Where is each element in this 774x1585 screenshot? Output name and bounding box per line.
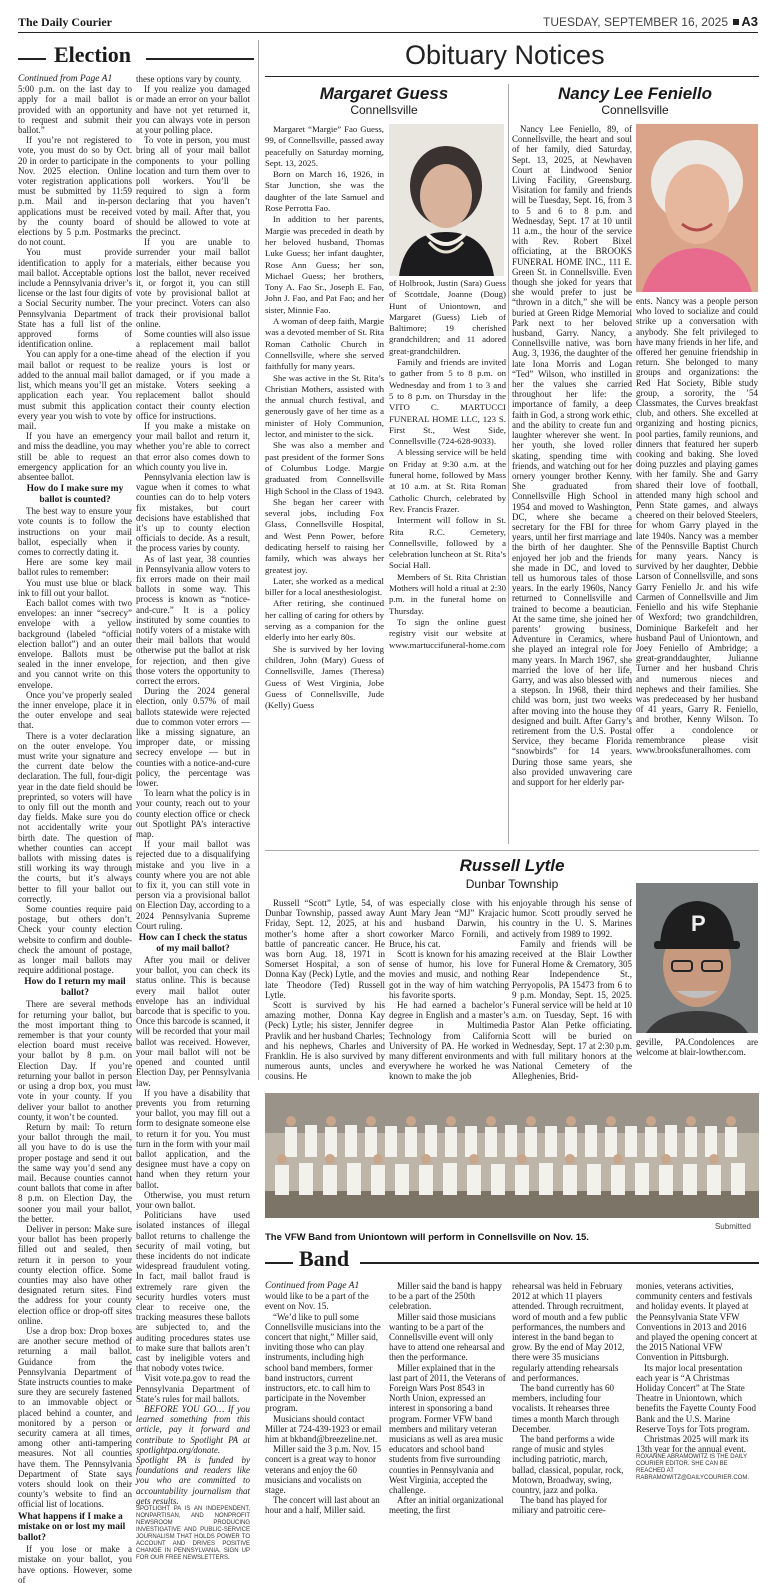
- election-column-1: [18, 74, 132, 1585]
- masthead-separator-square: [733, 19, 739, 25]
- obituary-heading: Obituary Notices: [405, 40, 605, 70]
- election-paragraph: If you are unable to surrender your mail ballot materials, either because you lost the ballot, never received it, or forgot it, you can still vote by provisional ballot at your precinct. Voters can also track their provisional ballot online.: [136, 237, 250, 329]
- election-paragraph: Once you’ve properly sealed the inner envelope, place it in the outer envelope and seal that.: [18, 689, 132, 731]
- obituary-paragraph: Later, she worked as a medical biller for a local anesthesiologist.: [265, 575, 384, 598]
- obituary-paragraph: Born on March 16, 1926, in Star Junction, she was the daughter of the late Samuel and Rose Perrotta Fao.: [265, 169, 384, 214]
- obituary-paragraph: In addition to her parents, Margie was preceded in death by her beloved husband, Thomas Luke Guess; her infant daughter, Rose Ann Guess; her son, Michael Guess; her brothers, Tony A. Fao Sr., Joseph E. Fao, John J. Fao, and Pat Fao; and her sister, Minnie Fao.: [265, 214, 384, 315]
- obituary-paragraph: Family and friends are invited to gather from 5 to 8 p.m. on Wednesday and from 1 to 3 and 5 to 8 p.m. on Thursday in the VITO C. MARTUCCI FUNERAL HOME LLC, 123 S. First St., West Side, Connellsville (724-628-9033).: [389, 357, 506, 447]
- election-paragraph: Each ballot comes with two envelopes: an inner “secrecy” envelope with a yellow background (labeled “official election ballot”) and an outer envelope. Ballots must be sealed in the inner envelope, and you cannot write on this envelope.: [18, 597, 132, 690]
- obituary-paragraph: of Holbrook, Justin (Sara) Guess of Scottdale, Joanne (Doug) Hunt of Uniontown, and Margaret (Guess) Lieb of Baltimore; 19 cherished grandchildren; and 11 adored great-grandchildren.: [389, 278, 506, 356]
- election-paragraph: After you mail or deliver your ballot, you can check its status online. This is because every mail ballot outer envelope has an individual barcode that is specific to you. Once this barcode is scanned, it will be recorded that your mail ballot was received. However, your mail ballot will not be opened and counted until Election Day, per Pennsylvania law.: [136, 955, 250, 1088]
- band-column-1: [265, 1281, 382, 1576]
- svg-text:P: P: [691, 911, 706, 936]
- obituary-paragraph: Family and friends will be received at the Blair Lowther Funeral Home & Crematory, 305 Rear Independence St., Perryopolis, PA 15473 from 6 to 9 p.m. Monday, Sept. 15, 2025. Funeral service will be held at 10 a.m. on Tuesday, Sept. 16 with Pastor Alan Petke officiating. Scott will be buried on Wednesday, Sept. 17 at 2:30 p.m. with full military honors at the National Cemetery of the Alleghenies, Brid-: [512, 938, 632, 1082]
- guess-portrait-icon: [389, 124, 504, 276]
- election-paragraph: If you have a disability that prevents you from returning your ballot, you may fill out a form to designate someone else to return it for you. You must turn in the form with your mail ballot application, and the designee must have a copy on hand when they return your ballot.: [136, 1087, 250, 1190]
- election-heading-rule-left: [18, 58, 46, 60]
- election-paragraph: If you realize you damaged or made an error on your ballot and have not yet returned it, you can always vote in person at your polling place.: [136, 84, 250, 136]
- feniello-portrait-icon: [636, 124, 758, 292]
- band-paragraph: monies, veterans activities, community centers and festivals and holiday events. It played at the Pennsylvania State VFW Conventions in 2013 and 2016 and played the opening concert at the 2015 National VFW Convention in Pittsburgh.: [636, 1281, 758, 1363]
- band-heading-rule-left: [265, 1262, 293, 1264]
- obituary-paragraph: She was also a member and past president of the former Sons of Columbus Lodge. Margie graduated from Connellsville High School in the Class of 1943.: [265, 440, 384, 496]
- election-heading: Election: [54, 42, 131, 67]
- guess-portrait-photo: [389, 124, 504, 276]
- band-paragraph: The band has played for miliary and patroitic cere-: [512, 1495, 607, 1516]
- election-paragraph: Some counties require paid postage, but others don’t. Check your county election website to confirm and double-check the amount of postage, as longer mail ballots may require additional postage.: [18, 904, 132, 976]
- band-paragraph: The band currently has 60 members, including four vocalists. It rehearses three times a month March through December.: [512, 1383, 619, 1434]
- guess-column-b: [389, 278, 506, 650]
- vfw-band-photo: [265, 1093, 759, 1218]
- obituary-name-feniello: Nancy Lee Feniello: [558, 84, 712, 103]
- masthead-paper-name: The Daily Courier: [18, 15, 112, 29]
- election-paragraph: To learn what the policy is in your county, reach out to your county election office or check out Spotlight PA’s interactive map.: [136, 788, 250, 840]
- election-paragraph: You must use blue or black ink to fill out your ballot.: [18, 577, 132, 598]
- obituary-divider: [265, 850, 759, 851]
- election-paragraph: There are several methods for returning your ballot, but the most important thing to remember is that your county election board must receive your ballot by 8 p.m. on Election Day. If you’re returning your ballot in person or using a drop box, you must vote in your county. If you deliver your ballot to another county, it won’t be counted.: [18, 999, 132, 1122]
- obituary-name-lytle: Russell Lytle: [459, 856, 565, 875]
- election-paragraph: If you lose or make a mistake on your ballot, you have options. However, some of: [18, 1544, 132, 1585]
- election-subhead: How do I make sure my ballot is counted?: [26, 484, 124, 505]
- band-paragraph: Musicians should contact Miller at 724-439-1923 or email him at bkband@breezeline.net.: [265, 1413, 382, 1445]
- feniello-column-b: [636, 296, 758, 826]
- election-paragraph: Pennsylvania election law is vague when it comes to what counties can do to help voters fix mistakes, but court decisions have established that it’s up to county election officials to decide. As a result, the process varies by county.: [136, 471, 250, 554]
- election-spotlight-credit: SPOTLIGHT PA IS AN INDEPENDENT, NONPARTISAN, AND NONPROFIT NEWSROOM PRODUCING INVESTIGATIVE AND PUBLIC-SERVICE JOURNALISM THAT HOLDS POWER TO ACCOUNT AND DRIVES POSITIVE CHANGE IN PENNSYLVANIA. SIGN UP FOR OUR FREE NEWSLETTERS.: [136, 1506, 250, 1562]
- obituary-paragraph: Scott is known for his amazing sense of humor, his love for movies and music, and nothing got in the way of him watching his favorite sports.: [389, 949, 509, 1000]
- band-paragraph: After an initial organizational meeting, the first: [389, 1495, 504, 1516]
- obituary-town-feniello: Connellsville: [601, 103, 669, 117]
- obituary-paragraph: Members of St. Rita Christian Mothers will hold a ritual at 2:30 p.m. in the funeral home on Thursday.: [389, 571, 506, 616]
- band-column-3: [512, 1281, 629, 1576]
- band-paragraph: Miller said the 3 p.m. Nov. 15 concert is a great way to honor veterans and enjoy the 60 musicians and vocalists on stage.: [265, 1444, 382, 1496]
- obituary-paragraph: She was active in the St. Rita’s Christian Mothers, assisted with the annual church festival, and generously gave of her time as a minister of Holy Communion, lector, and minister to the sick.: [265, 372, 384, 440]
- band-column-2: [389, 1281, 506, 1576]
- guess-column-a: [265, 124, 384, 711]
- obituary-paragraph: To sign the online guest registry visit our website at www.martuccifuneral-home.com: [389, 616, 506, 650]
- election-paragraph: Deliver in person: Make sure your ballot has been properly filled out and sealed, then return it in person to your county election office. Some counties may also have other designated return sites. Find the address for your county election office or drop-off sites online.: [18, 1223, 132, 1326]
- election-before-you-go: BEFORE YOU GO… If you learned something from this article, pay it forward and contribute to Spotlight PA at spotlightpa.org/donate. Spotlight PA is funded by foundations and readers like you who are committed to accountability journalism that gets results.: [136, 1404, 250, 1506]
- lytle-column-b: [389, 898, 509, 1082]
- election-paragraph: During the 2024 general election, only 0.57% of mail ballots statewide were rejected due to common voter errors — like a missing signature, an improper date, or missing secrecy envelope — but in counties with a notice-and-cure policy, the percentage was lower.: [136, 686, 250, 789]
- band-paragraph: Miller said the band is happy to be a part of the 250th celebration.: [389, 1281, 502, 1312]
- lytle-column-d: [636, 1037, 758, 1073]
- obituary-paragraph: enjoyable through his sense of humor. Scott proudly served he country in the U. S. Marines actively from 1989 to 1992.: [512, 898, 632, 939]
- election-paragraph: If you have an emergency and miss the deadline, you may still be able to request an emergency application for an absentee ballot.: [18, 431, 132, 482]
- obituary-name-guess: Margaret Guess: [319, 84, 449, 103]
- masthead-rule: [18, 32, 758, 33]
- band-paragraph: Miller said those musicians wanting to be a part of the Connellsville event will only have to attend one rehearsal and then the performance.: [389, 1311, 505, 1363]
- election-paragraph: If your mail ballot was rejected due to a disqualifying mistake and you live in a county where you are not able to fix it, you can still vote in person via a provisional ballot on Election Day, according to a 2024 Pennsylvania Supreme Court ruling.: [136, 839, 250, 931]
- obituary-town-lytle: Dunbar Township: [465, 877, 559, 891]
- election-paragraph: Otherwise, you must return your own ballot.: [136, 1189, 250, 1210]
- election-paragraph: Return by mail: To return your ballot through the mail, all you have to do is use the proper postage and send it out the same way you’d send any mail. Because counties cannot count ballots that come in after 8 p.m. on Election Day, the sooner you mail your ballot, the better.: [18, 1121, 132, 1224]
- band-paragraph: Christmas 2025 will mark its 13th year for the annual event.: [636, 1434, 749, 1455]
- election-paragraph: If you’re not registered to vote, you must do so by Oct. 20 in order to participate in the Nov. 2025 election. Online voter registration applications must be submitted by 11:59 p.m. Mail and in-person applications must be received by the county board of elections by 5 p.m. Postmarks do not count.: [18, 135, 132, 248]
- obituary-paragraph: She began her career with several jobs, including Fox Glass, Connellsville Hospital, and West Penn Power, before dedicating herself to raising her family, which was always her greatest joy.: [265, 496, 384, 575]
- band-continued-line: Continued from Page A1: [265, 1281, 360, 1291]
- vfw-band-photo-icon: [265, 1093, 759, 1218]
- election-paragraph: There is a voter declaration on the outer envelope. You must write your signature and the current date below the declaration. The full, four-digit year in the date field should be preprinted, so voters will have to only fill out the month and day fields. Make sure you do not accidentally write your birth date. The question of whether counties can accept ballots with missing dates is still working its way through the courts, but it’s always better to fill your ballot out correctly.: [18, 730, 132, 904]
- obituary-town-guess: Connellsville: [350, 103, 418, 117]
- column-divider: [258, 40, 259, 1080]
- band-paragraph: Miller explained that in the last part of 2011, the Veterans of Foreign Wars Post 8543 in North Union, expressed an interest in sponsoring a band program. Former VFW band members and military veteran musicians as well as area music educators and school band students from five surrounding counties in Pennsylvania and West Virginia, accepted the challenge.: [389, 1362, 506, 1496]
- obituary-paragraph: A blessing service will be held on Friday at 9:30 a.m. at the funeral home, followed by Mass at 10 a.m. at St. Rita Roman Catholic Church, celebrated by Rev. Francis Frazer.: [389, 447, 506, 514]
- band-heading-rule-right: [360, 1262, 759, 1264]
- masthead-date: TUESDAY, SEPTEMBER 16, 2025: [543, 15, 728, 29]
- election-paragraph: As of last year, 38 counties in Pennsylvania allow voters to fix errors made on their mail ballots in some way. This process is known as “notice-and-cure.” It is a policy instituted by some counties to notify voters of a mistake with their mail ballots that would otherwise put the ballot at risk for rejection, and then give those voters the opportunity to correct the errors.: [136, 553, 250, 686]
- band-paragraph: Its major local presentation each year is “A Christmas Holiday Concert” at The State Theatre in Uniontown, which benefits the Fayette County Food Bank and the U.S. Marine Reserve Toys for Tots program.: [636, 1362, 756, 1434]
- obituary-paragraph: Margaret “Margie” Fao Guess, 99, of Connellsville, passed away peacefully on Saturday morning, Sept. 13, 2025.: [265, 124, 384, 168]
- election-paragraph: To vote in person, you must bring all of your mail ballot components to your polling location and turn them over to poll workers. You’ll be required to sign a form declaring that you haven’t voted by mail. After that, you should be allowed to vote at the precinct.: [136, 135, 250, 238]
- election-paragraph: 5:00 p.m. on the last day to apply for a mail ballot is provided with an opportunity to request and submit their ballot.”: [18, 84, 132, 136]
- election-paragraph: You can apply for a one-time mail ballot or request to be added to the annual mail ballot list, which means you’ll get an application each year. You must submit this application every year you wish to vote by mail.: [18, 349, 132, 431]
- obituary-paragraph: Scott is survived by his amazing mother, Donna Kay (Peck) Lytle; his sister, Jennifer Pravlik and her husband Charles; and his nephews, Charles and Franklin. He is also survived by numerous aunts, uncles and cousins. He: [265, 1000, 385, 1082]
- obituary-paragraph: A woman of deep faith, Margie was a devoted member of St. Rita Roman Catholic Church in Connellsville, where she served faithfully for many years.: [265, 316, 384, 372]
- lytle-portrait-icon: [636, 883, 758, 1033]
- obituary-paragraph: Nancy Lee Feniello, 89, of Connellsville, the heart and soul of her family, died Saturday, Sept. 13, 2025, at Newhaven Court at Lindwood Senior Living Facility, Greensburg. Visitation for family and friends will be Tuesday, Sept. 16, from 3 to 5 and 6 to 8 p.m. and Wednesday, Sept. 17 at 10 until 11 a.m., the hour of the service with Rev. Robert Bixel officiating, at the BROOKS FUNERAL HOME INC., 111 E. Green St. in Connellsville. Even though she joked for years that she would prefer to just be “thrown in a ditch,” she will be buried at Green Ridge Memorial Park next to her beloved husband, Garry. Nancy, a Connellsville native, was born Aug. 3, 1936, the daughter of the late Iona Morris and Logan “Ted” Wilson, who instilled in her the values she carried throughout her life: the importance of family, a deep faith in God, a strong work ethic, and the ability to create fun and laughter wherever she went. In her youth, she loved roller skating, spending time with friends, and watching out for her ornery younger brother Kenny. She graduated from Connellsville High School in 1954 and moved to Washington, DC, where she became a secretary for the FBI for three years, until her first marriage and the birth of her daughter. She enjoyed her job and the friends she made in DC, and loved to tell us humorous tales of those years. In the early 1960s, Nancy returned to Connellsville and trained to become a beautician. At the same time, she joined her parents’ growing business, Adventure in Ceramics, where she played an integral role for many years. In March 1967, she married the love of her life, Garry, and was also blessed with a stepson. In 1968, their third child was born, just two weeks after moving into the house they designed and built. After Garry’s retirement from the U.S. Postal Service, they became Florida “snowbirds” for 14 years. During those same years, she also provided unwavering care and support for her elderly par-: [512, 124, 632, 787]
- band-paragraph: “We’d like to pull some Connellsville musicians into the concert that night,” Miller said, inviting those who can play instruments, including high school band members, former band instructors, current instructors, etc. to call him to participate in the November program.: [265, 1311, 381, 1414]
- obituary-paragraph: was especially close with his Aunt Mary Jean “MJ” Krajacic and husband Darwin, his coworker Marco Fornili, and Bruce, his cat.: [389, 898, 509, 949]
- election-paragraph: Here are some key mail ballot rules to remember:: [18, 557, 132, 578]
- lytle-column-a: [265, 898, 385, 1082]
- election-paragraph: You must provide identification to apply for a mail ballot. Acceptable options include a Pennsylvania driver’s license or the last four digits of a Social Security number. The Pennsylvania Department of State has a full list of the approved forms of identification online.: [18, 247, 132, 350]
- obituary-paragraph: Interment will follow in St. Rita R.C. Cemetery, Connellsville, followed by a celebration luncheon at St. Rita’s Social Hall.: [389, 515, 506, 571]
- band-paragraph: would like to be a part of the event on Nov. 15.: [265, 1291, 369, 1312]
- band-column-4: [636, 1281, 758, 1576]
- election-paragraph: Politicians have used isolated instances of illegal ballot returns to challenge the security of mail voting, but these incidents do not indicate widespread fraudulent voting. In fact, mail ballot fraud is extremely rare given the security hurdles voters must clear to receive one, the tracking measures these ballots are subjected to, and the auditing procedures states use to make sure that ballots aren’t cast by ineligible voters and that nobody votes twice.: [136, 1210, 250, 1374]
- band-paragraph: The concert will last about an hour and a half, Miller said.: [265, 1495, 380, 1516]
- band-byline: ROXANNE ABRAMOWITZ IS THE DAILY COURIER EDITOR. SHE CAN BE REACHED AT RABRAMOWITZ@DAILYCOURIER.COM.: [636, 1454, 749, 1482]
- election-paragraph: If you make a mistake on your mail ballot and return it, whether you’re able to correct that error also comes down to which county you live in.: [136, 420, 250, 472]
- obituary-paragraph: geville, PA.Condolences are welcome at blair-lowther.com.: [636, 1037, 758, 1058]
- obituary-paragraph: ents. Nancy was a people person who loved to socialize and could strike up a conversation with anybody. She felt privileged to have many friends in her life, and offered her genuine friendship in return. She belonged to many groups and organizations: the Red Hat Society, Bible study group, a sorority, the ’54 Classmates, the Curves breakfast club, and others. She excelled at organizing and hosting picnics, pool parties, family reunions, and dinners that featured her superb cooking and baking. She loved doing puzzles and playing games with her family. She and Garry shared their love of football, attended many high school and Penn State games, and always cheered on their beloved Steelers, for whom Garry played in the late 1940s. Nancy was a member of the Pennsville Baptist Church for many years. Nancy is survived by her daughter, Debbie Larson of Connellsville, and sons Garry Feniello Jr. and his wife Carmen of Connellsville and Jim Feniello and his wife Stephanie of Wexford; two grandchildren, Dominique Barkefelt and her husband Paul of Uniontown, and Joey Feniello of Ambridge; a great-granddaughter, Julianne Turner and her husband Chris and numerous nieces and nephews and their families. She was predeceased by her husband of 41 years, Garry R. Feniello, and brother, Kenny Wilson. To offer a condolence or remembrance please visit www.brooksfuneralhomes. com: [636, 296, 758, 755]
- column-divider: [508, 84, 509, 844]
- lytle-portrait-photo: [636, 883, 758, 1033]
- obituary-paragraph: She is survived by her loving children, John (Mary) Guess of Connellsville, James (Theresa) Guess of West Virginia, Jobe Guess of Connellsville, Jude (Kelly) Guess: [265, 643, 384, 711]
- band-paragraph: rehearsal was held in February 2012 at which 11 players attended. Through recruitment, word of mouth and a few public performances, the numbers and interest in the band began to grow. By the end of May 2012, there were 35 musicians regularly attending rehearsals and performances.: [512, 1281, 628, 1383]
- band-paragraph: The band performs a wide range of music and styles including patriotic, march, ballad, classical, popular, rock, Motown, Broadway, swing, country, jazz and polka.: [512, 1434, 624, 1496]
- election-subhead: What happens if I make a mistake on or lost my mail ballot?: [18, 1511, 126, 1543]
- feniello-portrait-photo: [636, 124, 758, 292]
- election-continued-line: Continued from Page A1: [18, 74, 113, 84]
- election-paragraph: Visit vote.pa.gov to read the Pennsylvania Department of State’s rules for mail ballots.: [136, 1373, 250, 1404]
- band-photo-caption: The VFW Band from Uniontown will perform in Connellsville on Nov. 15.: [265, 1232, 589, 1243]
- obituary-paragraph: After retiring, she continued her calling of caring for others by serving as a companion for the elderly into her early 80s.: [265, 598, 384, 643]
- lytle-column-c: [512, 898, 632, 1082]
- feniello-column-a: [512, 124, 632, 849]
- election-heading-rule-right: [146, 58, 254, 60]
- election-subhead: How can I check the status of my mail ballot?: [138, 933, 248, 954]
- masthead-page-number: A3: [741, 14, 758, 29]
- obituary-paragraph: He had earned a bachelor’s degree in English and a master’s degree in Multimedia Technology from California University of PA. He worked in many different environments and everywhere he worked he was known to make the job: [389, 1000, 509, 1082]
- band-photo-credit: Submitted: [714, 1222, 751, 1231]
- obituary-heading-rule: [265, 76, 759, 77]
- obituary-paragraph: Russell “Scott” Lytle, 54, of Dunbar Township, passed away Friday, Sept. 12, 2025, at his mother’s home after a short battle of pancreatic cancer. He was born Aug. 18, 1971 in Somerset Hospital, a son of Donna Kay (Peck) Lytle, and the late Theodore (Ted) Russell Lytle.: [265, 898, 385, 1000]
- election-subhead: How do I return my mail ballot?: [24, 977, 126, 998]
- band-heading: Band: [299, 1246, 350, 1271]
- election-paragraph: Use a drop box: Drop boxes are another secure method of returning a mail ballot. Guidance from the Pennsylvania Department of State instructs counties to make sure they are securely fastened to an immovable object or placed behind a counter, and monitored by a person or security camera at all times, among other anti-tampering measures. Not all counties have them. The Pennsylvania Department of State says voters should look on their county’s website to find an official list of locations.: [18, 1325, 132, 1510]
- election-column-2: [136, 74, 250, 1574]
- election-paragraph: The best way to ensure your vote counts is to follow the instructions on your mail ballot, especially when it comes to correctly dating it.: [18, 506, 132, 557]
- election-paragraph: these options vary by county.: [136, 74, 242, 84]
- election-paragraph: Some counties will also issue a replacement mail ballot ahead of the election if you realize yours is lost or damaged, or if you made a mistake. Voters seeking a replacement ballot should contact their county election office for instructions.: [136, 329, 250, 421]
